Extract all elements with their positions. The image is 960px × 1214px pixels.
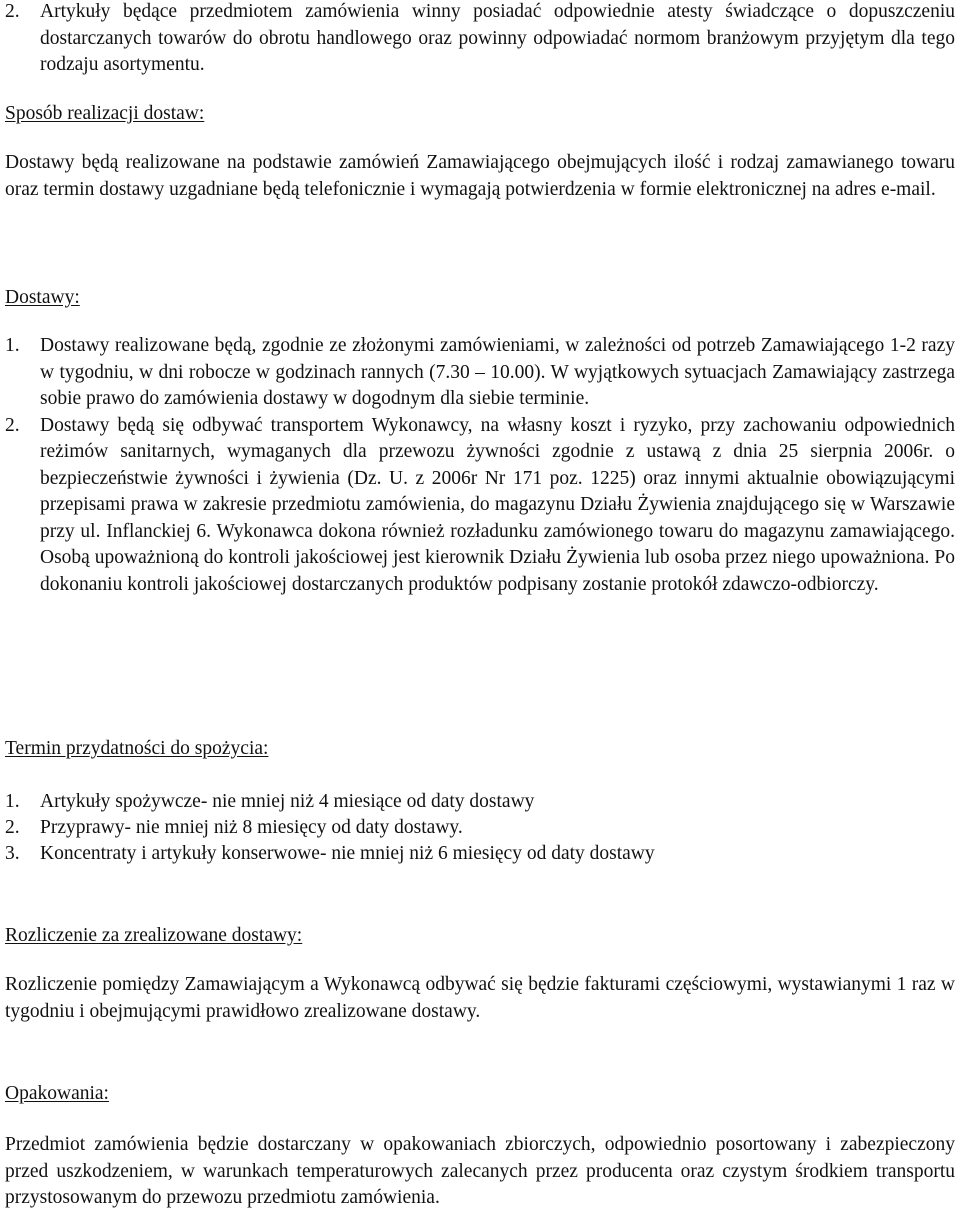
list-item-text: Artykuły spożywcze- nie mniej niż 4 miesiące od daty dostawy [40,791,535,812]
section-heading-opakowania: Opakowania: [5,1083,109,1104]
list-item-number: 1. [5,335,20,356]
section-text-rozliczenie: Rozliczenie pomiędzy Zamawiającym a Wykonawcą odbywać się będzie fakturami częściowymi, wystawianymi 1 raz w tygodniu i obejmującymi prawidłowo zrealizowane dostawy. [5,974,955,1022]
section-text-opakowania: Przedmiot zamówienia będzie dostarczany w opakowaniach zbiorczych, odpowiednio posortowany i zabezpieczony przed uszkodzeniem, w warunkach temperaturowych zalecanych przez producenta oraz czystym środkiem transportu przystosowanym do przewozu przedmiotu zamówienia. [5,1134,955,1208]
section-heading-sposob: Sposób realizacji dostaw: [5,103,205,124]
list-item-text: Koncentraty i artykuły konserwowe- nie mniej niż 6 miesięcy od daty dostawy [40,843,655,864]
dostawy-list [5,333,955,598]
top-list [5,0,955,79]
list-item-text: Przyprawy- nie mniej niż 8 miesięcy od daty dostawy. [40,817,463,838]
list-item-number: 1. [5,791,20,812]
section-text-sposob: Dostawy będą realizowane na podstawie zamówień Zamawiającego obejmujących ilość i rodzaj zamawianego towaru oraz termin dostawy uzgadniane będą telefonicznie i wymagają potwierdzenia w formie elektronicznej na adres e-mail. [5,152,955,200]
termin-list [5,789,955,867]
list-item-number: 2. [5,1,20,22]
list-item-number: 2. [5,414,20,436]
list-item [5,413,955,599]
section-heading-dostawy: Dostawy: [5,287,80,308]
list-item [5,0,955,79]
list-item [5,333,955,413]
section-heading-termin: Termin przydatności do spożycia: [5,738,269,759]
list-item-number: 2. [5,817,20,838]
list-item-text: Dostawy realizowane będą, zgodnie ze złożonymi zamówieniami, w zależności od potrzeb Zamawiającego 1-2 razy w tygodniu, w dni robocze w godzinach rannych (7.30 – 10.00). W wyjątkowych sytuacjach Zamawiający zastrzega sobie prawo do zamówienia dostawy w dogodnym dla siebie terminie. [40,335,955,409]
list-item-text: Artykuły będące przedmiotem zamówienia winny posiadać odpowiednie atesty świadczące o dopuszczeniu dostarczanych towarów do obrotu handlowego oraz powinny odpowiadać normom branżowym przyjętym dla tego rodzaju asortymentu. [40,1,955,75]
list-item [5,789,955,815]
list-item [5,815,955,841]
list-item [5,841,955,867]
list-item-number: 3. [5,843,20,864]
section-heading-rozliczenie: Rozliczenie za zrealizowane dostawy: [5,925,303,946]
list-item-text: Dostawy będą się odbywać transportem Wykonawcy, na własny koszt i ryzyko, przy zachowaniu odpowiednich reżimów sanitarnych, wymaganych dla przewozu żywności zgodnie z ustawą z dnia 25 sierpnia 2006r. o bezpieczeństwie żywności i żywienia (Dz. U. z 2006r Nr 171 poz. 1225) oraz innymi aktualnie obowiązującymi przepisami prawa w zakresie przedmiotu zamówienia, do magazynu Działu Żywienia znajdującego się w Warszawie przy ul. Inflanckiej 6. Wykonawca dokona również rozładunku zamówionego towaru do magazynu zamawiającego. Osobą upoważnioną do kontroli jakościowej jest kierownik Działu Żywienia lub osoba przez niego upoważniona. Po dokonaniu kontroli jakościowej dostarczanych produktów podpisany zostanie protokół zdawczo-odbiorczy. [40,414,955,595]
